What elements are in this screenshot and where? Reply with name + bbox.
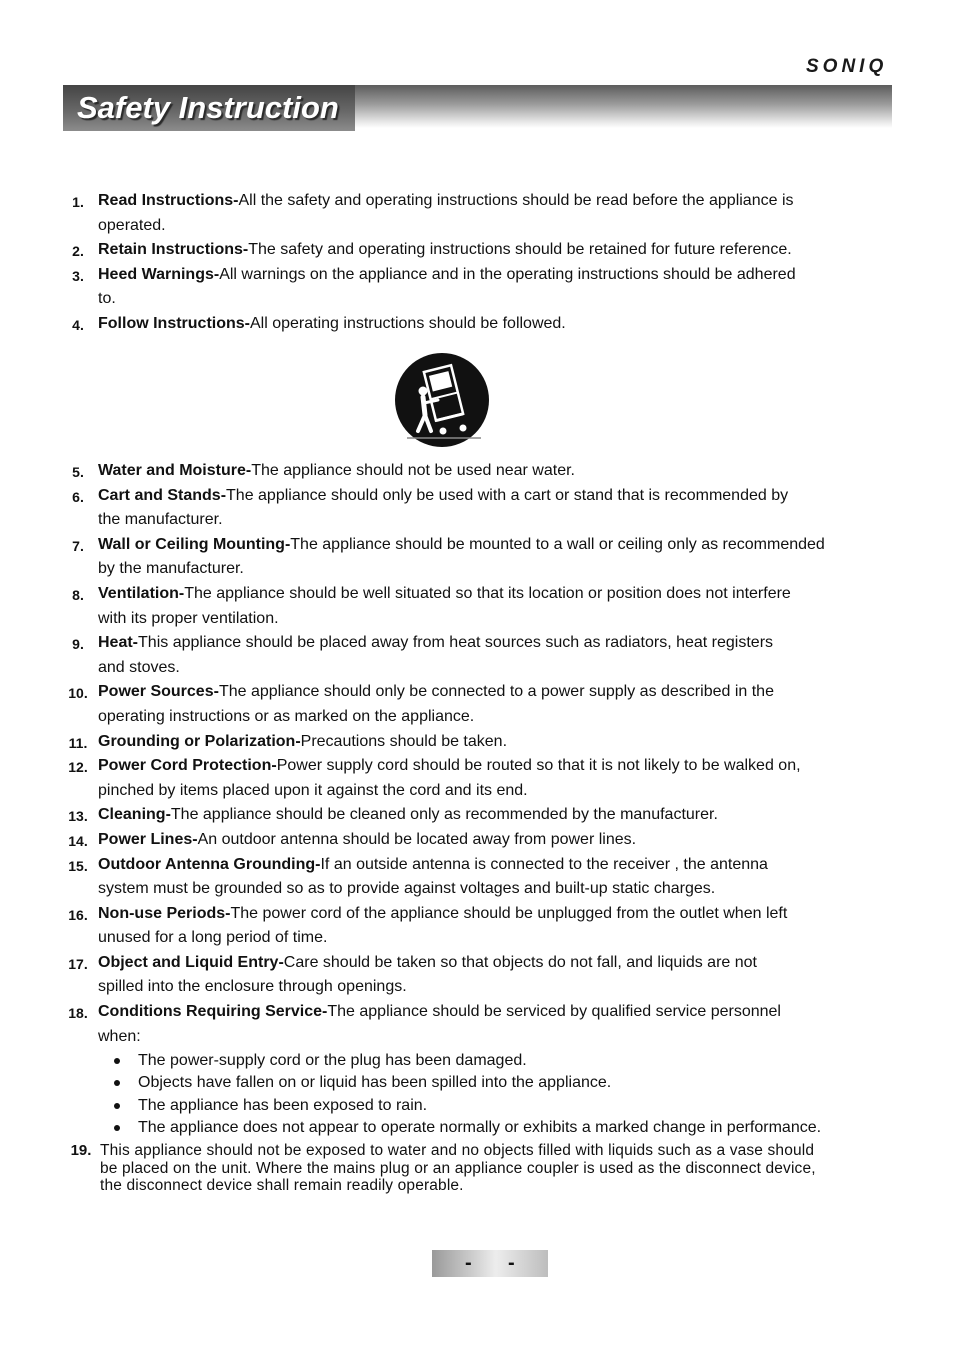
item-line: [98, 189, 953, 214]
item-number: 2.: [72, 243, 84, 260]
item-text: The appliance should be mounted to a wall or ceiling only as recommended: [290, 535, 825, 553]
item-text: The safety and operating instructions should be retained for future reference.: [248, 241, 792, 259]
item-line: [98, 533, 953, 558]
item-text: The appliance should be well situated so that its location or position does not interfere: [184, 584, 791, 602]
item-text-continued: operated.: [98, 216, 166, 234]
item-title: Power Cord Protection-: [98, 757, 277, 775]
item-line: [98, 803, 953, 828]
instruction-item-11: [0, 730, 953, 755]
service-condition-text: The appliance does not appear to operate normally or exhibits a marked change in performance.: [138, 1119, 822, 1137]
service-condition-item: [0, 1050, 953, 1072]
instruction-list-top: [0, 189, 953, 337]
instruction-item-18: [0, 1000, 953, 1049]
item-text-continued: and stoves.: [98, 658, 180, 676]
instruction-item-16: [0, 902, 953, 951]
item-text: Power supply cord should be routed so that it is not likely to be walked on,: [276, 757, 801, 775]
service-condition-text: Objects have fallen on or liquid has been spilled into the appliance.: [138, 1074, 612, 1092]
instruction-item-17: [0, 951, 953, 1000]
item-line: [98, 853, 953, 878]
item-title: Ventilation-: [98, 584, 185, 602]
item-title: Cart and Stands-: [98, 486, 227, 504]
item-text: All warnings on the appliance and in the operating instructions should be adhered: [219, 265, 796, 283]
item-number: 5.: [72, 464, 84, 480]
item-number: 17.: [68, 955, 88, 972]
section-header-bar: [63, 85, 892, 128]
item-text: The appliance should be serviced by qualified service personnel: [327, 1003, 781, 1021]
bullet-icon: [114, 1125, 120, 1131]
item-line: [98, 631, 953, 656]
item-text: An outdoor antenna should be located away from power lines.: [197, 830, 637, 848]
item-number: 16.: [68, 906, 88, 923]
item-number: 4.: [72, 316, 84, 333]
cart-tip-over-warning-icon: [393, 351, 491, 449]
page-number-marker: [432, 1250, 548, 1277]
item-text: This appliance should be placed away from heat sources such as radiators, heat registers: [138, 634, 774, 652]
item-number: 10.: [68, 685, 88, 702]
item-number: 15.: [68, 857, 88, 874]
item-text-continued: the manufacturer.: [98, 511, 223, 529]
item-line: [98, 902, 953, 927]
item-title: Heat-: [98, 634, 139, 652]
instruction-item-5: [0, 459, 953, 484]
item-number: 12.: [68, 759, 88, 776]
instruction-item-2: [0, 238, 953, 263]
item-title: Water and Moisture-: [98, 462, 252, 479]
service-condition-text: The appliance has been exposed to rain.: [138, 1096, 428, 1114]
item-text: If an outside antenna is connected to the receiver , the antenna: [320, 855, 768, 873]
item-line: [98, 263, 953, 288]
service-condition-item: [0, 1117, 953, 1139]
item-number: 19.: [70, 1142, 92, 1159]
item-title: Grounding or Polarization-: [98, 732, 301, 750]
item-title: Power Sources-: [98, 683, 219, 701]
section-title-box: [63, 85, 355, 131]
item-text-continued: to.: [98, 290, 116, 308]
item-text-continued: the disconnect device shall remain readily operable.: [100, 1177, 464, 1195]
item-title: Wall or Ceiling Mounting-: [98, 535, 291, 553]
item-text-continued: system must be grounded so as to provide against voltages and built-up static charges.: [98, 880, 716, 898]
bullet-icon: [114, 1058, 120, 1064]
item-title: Retain Instructions-: [98, 241, 249, 259]
item-number: 11.: [68, 734, 88, 751]
item-title: Power Lines-: [98, 830, 198, 848]
item-text-continued: with its proper ventilation.: [98, 609, 279, 627]
item-text: The appliance should only be connected to a power supply as described in the: [218, 683, 774, 701]
instruction-item-14: [0, 828, 953, 853]
item-number: 6.: [72, 488, 84, 505]
item-line: [98, 754, 953, 779]
cart-tip-over-warning-graphic: [393, 351, 491, 449]
item-text: All operating instructions should be followed.: [250, 314, 566, 332]
brand-logo: SONIQ: [806, 56, 888, 77]
item-line: [98, 680, 953, 705]
item-text-continued: pinched by items placed upon it against the cord and its end.: [98, 781, 528, 799]
service-conditions-list: [0, 1050, 953, 1140]
item-line: [98, 312, 953, 337]
item-number: 8.: [72, 586, 84, 603]
item-text: The power cord of the appliance should be unplugged from the outlet when left: [230, 904, 788, 922]
item-number: 7.: [72, 537, 84, 554]
item-title: Follow Instructions-: [98, 314, 250, 332]
item-text: Precautions should be taken.: [300, 732, 508, 750]
section-title: Safety Instruction: [77, 90, 339, 125]
item-text: The appliance should not be used near water.: [251, 462, 575, 479]
item-title: Outdoor Antenna Grounding-: [98, 855, 321, 873]
instruction-item-12: [0, 754, 953, 803]
item-number: 3.: [72, 267, 84, 284]
instruction-item-7: [0, 533, 953, 582]
instruction-item-9: [0, 631, 953, 680]
item-number: 14.: [68, 832, 88, 849]
item-text-continued: operating instructions or as marked on the appliance.: [98, 707, 475, 725]
item-text: The appliance should only be used with a cart or stand that is recommended by: [226, 486, 789, 504]
item-line: [98, 951, 953, 976]
service-condition-item: [0, 1072, 953, 1094]
item-text: All the safety and operating instructions should be read before the appliance is: [238, 192, 794, 209]
bullet-icon: [114, 1080, 120, 1086]
page-marker-dash-right: -: [508, 1252, 515, 1274]
service-condition-text: The power-supply cord or the plug has been damaged.: [138, 1052, 527, 1069]
item-text: This appliance should not be exposed to water and no objects filled with liquids such as a vase should: [100, 1142, 815, 1159]
instruction-item-10: [0, 680, 953, 729]
item-text-continued: be placed on the unit. Where the mains plug or an appliance coupler is used as the disconnect device,: [100, 1159, 816, 1177]
item-line: [98, 730, 953, 755]
instruction-item-6: [0, 484, 953, 533]
instruction-item-8: [0, 582, 953, 631]
instruction-item-19: [0, 1142, 953, 1195]
item-text: Care should be taken so that objects do not fall, and liquids are not: [283, 953, 757, 971]
bullet-icon: [114, 1103, 120, 1109]
page-marker-dash-left: -: [465, 1252, 472, 1274]
item-line: [98, 238, 953, 263]
item-text: The appliance should be cleaned only as recommended by the manufacturer.: [170, 806, 718, 824]
item-title: Conditions Requiring Service-: [98, 1003, 328, 1021]
item-number: 9.: [72, 636, 84, 653]
item-number: 18.: [68, 1005, 88, 1022]
item-line: [98, 582, 953, 607]
item-title: Read Instructions-: [98, 192, 239, 209]
item-number: 13.: [68, 808, 88, 825]
instruction-item-1: [0, 189, 953, 238]
item-number: 1.: [72, 194, 84, 210]
instruction-item-3: [0, 263, 953, 312]
service-condition-item: [0, 1095, 953, 1117]
instruction-item-15: [0, 853, 953, 902]
item-line: [98, 459, 953, 484]
item-line: [98, 828, 953, 853]
item-line: [98, 1000, 953, 1025]
item-text-continued: when:: [98, 1027, 141, 1045]
item-line: [98, 484, 953, 509]
item-title: Heed Warnings-: [98, 265, 220, 283]
item-text-continued: spilled into the enclosure through openings.: [98, 978, 407, 996]
instruction-list-bottom: [0, 459, 953, 1049]
item-title: Object and Liquid Entry-: [98, 953, 284, 971]
item-title: Non-use Periods-: [98, 904, 231, 922]
item-text-continued: unused for a long period of time.: [98, 929, 328, 947]
instruction-item-13: [0, 803, 953, 828]
item-text-continued: by the manufacturer.: [98, 560, 244, 578]
instruction-item-4: [0, 312, 953, 337]
item-title: Cleaning-: [98, 806, 171, 824]
